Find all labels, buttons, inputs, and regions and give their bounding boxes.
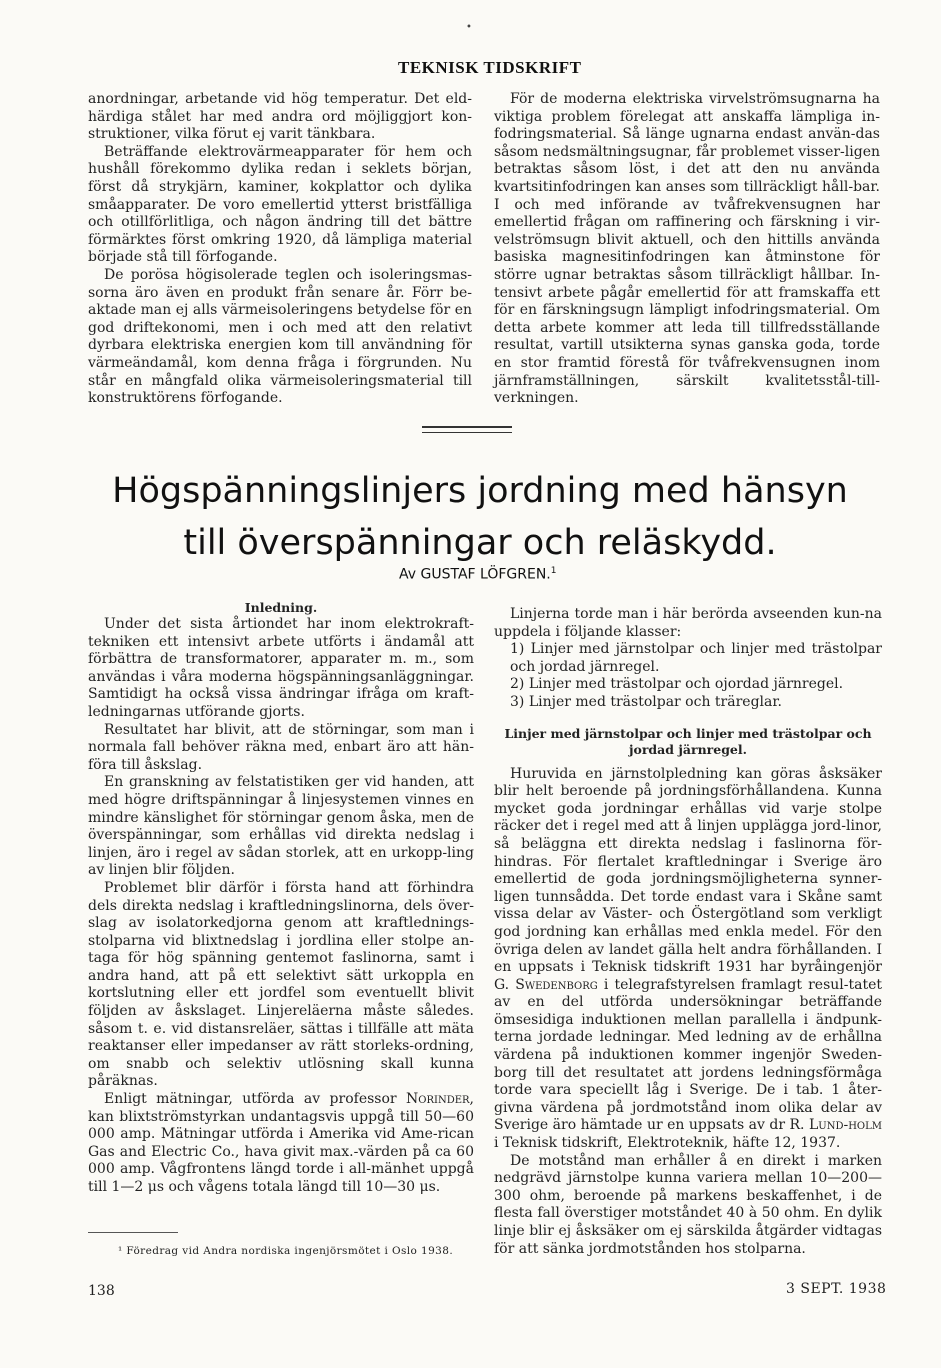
ornament-dot: • xyxy=(466,22,472,33)
text-run: , kan blixtströmstyrkan undantagsvis uppgå till 50—60 000 amp. Mätningar utförda i Amerika vid Ame-rican Gas and Electric Co., hava givit max.-värden på ca 60 000 amp. Vågfrontens längd torde i all-mänhet uppgå till 1—2 μs och vågens totala längd till 10—30 μs. xyxy=(88,1091,474,1195)
paragraph xyxy=(494,766,882,1153)
section-heading: Inledning. xyxy=(244,600,318,615)
author-name: Av GUSTAF LÖFGREN. xyxy=(399,566,551,583)
text-run: Enligt mätningar, utförda av professor xyxy=(104,1091,407,1108)
person-name: Norinder xyxy=(406,1091,470,1108)
person-name: Swedenborg xyxy=(515,976,598,993)
footnote-divider xyxy=(88,1232,178,1233)
article-author xyxy=(399,566,556,583)
text-run: Huruvida en järnstolpledning kan göras åsksäker blir helt beroende på jordningsförhållandena. Kunna mycket goda jordningar erhållas vid varje stolpe räcker det i regel med att å linjen upplägga jord-linor, så beläggna ett direkta nedslag i faslinorna för-hindras. För flertalet kraftledningar i Sverige äro emellertid de goda jordningsmöjligheterna synner-ligen tunnsådda. Det torde endast vara i Skåne samt vissa delar av Väster- och Östergötland som verkligt god jordning kan erhållas med enkla medel. För den övriga delen av landet gälla helt andra förhållanden. I en uppsats i Teknisk tidskrift 1931 har byråingenjör G. xyxy=(494,765,882,993)
top-left-column xyxy=(88,91,472,408)
class-list xyxy=(494,641,882,711)
page-number: 138 xyxy=(88,1283,115,1299)
paragraph: För de moderna elektriska virvelströmsugnarna ha viktiga problem förelegat att anskaffa lämpliga in-fodringsmaterial. Så länge ugnarna endast använ-das såsom nedsmältningsugnar, får problemet visser-ligen betraktas såsom löst, i det att den nu använda kvartsitinfodringen kan anses som tillräckligt håll-bar. I och med införande av tvåfrekvensugnen har emellertid frågan om raffinering och färskning i vir-velströmsugn blivit aktuell, och den hittills använda basiska magnesitinfodringen kan åtminstone för större ugnar betraktas såsom tillräckligt hållbar. In-tensivt arbete pågår emellertid för att framskaffa ett för en färskningsugn lämpligt infodringsmaterial. Om detta arbete kommer att leda till tillfredsställande resultat, vartill utsikterna synas ganska goda, torde en stor framtid förestå för tvåfrekvensugnen inom järnframställningen, särskilt kvalitetsstål-till-verkningen. xyxy=(494,91,880,407)
paragraph: Problemet blir därför i första hand att förhindra dels direkta nedslag i kraftledningslinorna, dels över-slag av isolatorkedjorna genom att kraftlednings-stolparna vid blixtnedslag i jordlina eller stolpe an-taga för hög spänning gentemot faslinorna, samt i andra hand, att på ett selektivt sätt urkoppla en kortslutning eller ett jordfel som eventuellt blivit följden av åskslaget. Linjereläerna måste således. såsom t. e. vid distansreläer, sättas i tillfälle att mäta reaktanser eller impedanser av rätt storleks-ordning, om snabb och selektiv utlösning skall kunna påräknas. xyxy=(88,879,474,1090)
issue-date: 3 SEPT. 1938 xyxy=(786,1281,887,1297)
paragraph: anordningar, arbetande vid hög temperatur. Det eld-härdiga stålet har med andra ord möjliggjort kon-struktioner, vilka förut ej varit tänkbara. xyxy=(88,91,472,143)
article-title: Högspänningslinjers jordning med hänsyn till överspänningar och reläskydd. xyxy=(112,471,848,563)
paragraph: Under det sista årtiondet har inom elektrokraft-tekniken ett intensivt arbete utförts i ändamål att förbättra de transformatorer, apparater m. m., som användas i våra moderna högspänningsanläggningar. Samtidigt ha också vissa ändringar ifråga om kraft-ledningarnas utförande gjorts. xyxy=(88,616,474,720)
footnote: ¹ Föredrag vid Andra nordiska ingenjörsmötet i Oslo 1938. xyxy=(118,1245,454,1257)
section-divider xyxy=(422,426,512,433)
list-item: 3) Linjer med trästolpar och träreglar. xyxy=(510,693,782,710)
text-run: i Teknisk tidskrift, Elektroteknik, häfte 12, 1937. xyxy=(494,1135,841,1152)
paragraph: Linjerna torde man i här berörda avseenden kun-na uppdela i följande klasser: xyxy=(494,606,882,640)
paragraph: De motstånd man erhåller å en direkt i marken nedgrävd järnstolpe kunna variera mellan 10—200—300 ohm, beroende på markens beskaffenhet, i de flesta fall överstiger motståndet 40 à 50 ohm. En dylik linje blir ej åsksäker om ej särskilda åtgärder vidtagas för att sänka jordmotstånden hos stolparna. xyxy=(494,1152,882,1257)
paragraph: Beträffande elektrovärmeapparater för hem och hushåll förekommo dylika redan i seklets början, först då strykjärn, kaminer, kokplattor och dylika småapparater. De voro emellertid ytterst bristfälliga och otillförlitliga, och någon ändring till det bättre förmärktes först omkring 1920, då lämpliga material började stå till förfogande. xyxy=(88,143,472,266)
text-run: i telegrafstyrelsen framlagt resul-tatet av en del utförda undersökningar beträffande ömsesidiga induktionen mellan parallella i ändpunk-terna jordade ledningar. Med ledning av de erhållna värdena på induktionen kommer ingenjör Sweden-borg till det resultatet att jordens ledningsförmåga torde vara speciellt låg i Sverige. De i tab. 1 åter-givna värdena på jordmotstånd inom olika delar av Sverige äro hämtade ur en uppsats av dr R. xyxy=(494,976,882,1134)
paragraph: Resultatet har blivit, att de störningar, som man i normala fall behöver räkna med, enbart äro att hän-föra till åskslag. xyxy=(88,721,474,773)
list-item: 2) Linjer med trästolpar och ojordad järnregel. xyxy=(510,676,844,693)
person-name: Lund-holm xyxy=(808,1117,882,1134)
section-heading: Linjer med järnstolpar och linjer med trästolpar och jordad järnregel. xyxy=(504,725,872,757)
paragraph: De porösa högisolerade teglen och isoleringsmas-sorna äro även en produkt från senare år. Förr be-aktade man ej alls värmeisoleringens betydelse för en god driftekonomi, men i och med att den relativt dyrbara elektriska energien kom till användning för värmeändamål, kom denna fråga i förgrunden. Nu står en mångfald olika värmeisoleringsmaterial till konstruktörens förfogande. xyxy=(88,266,472,407)
list-item: 1) Linjer med järnstolpar och linjer med trästolpar och jordad järnregel. xyxy=(510,641,882,675)
top-right-column xyxy=(494,91,880,408)
paragraph: En granskning av felstatistiken ger vid handen, att med högre driftspänningar å linjesystemen vinnes en mindre känslighet för störningar genom åska, men de överspänningar, som erhållas vid direkta nedslag i linjen, äro i regel av sådan storlek, att en urkopp-ling av linjen blir följden. xyxy=(88,774,474,879)
bottom-left-column xyxy=(88,600,474,1197)
paragraph xyxy=(88,1091,474,1197)
footnote-marker: 1 xyxy=(550,566,557,576)
running-header: TEKNISK TIDSKRIFT xyxy=(398,58,582,77)
bottom-right-column xyxy=(494,606,882,1258)
